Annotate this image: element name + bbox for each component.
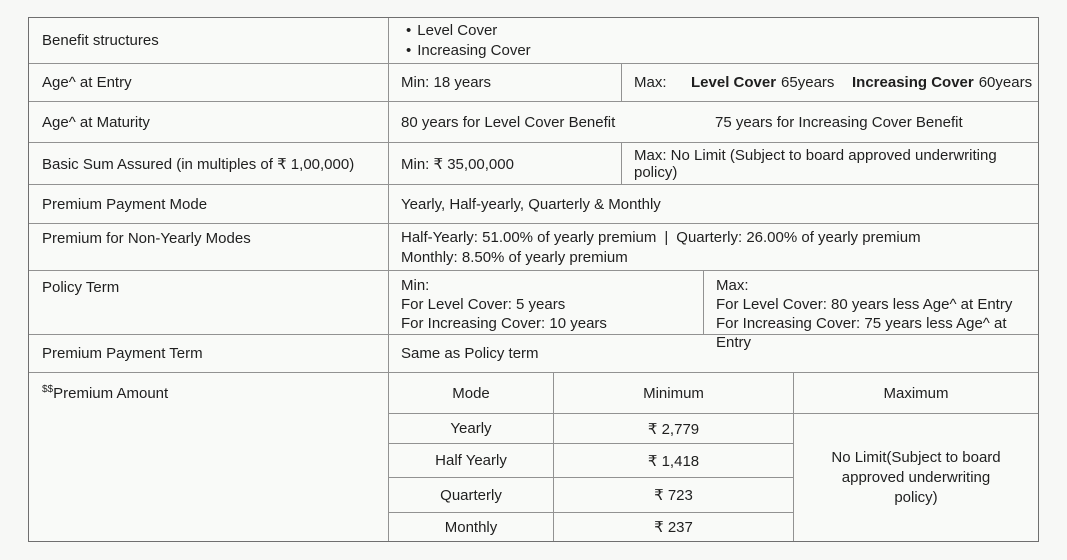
non-yearly-line2	[401, 248, 628, 268]
bullet-icon: •	[406, 42, 412, 59]
policy-term-max-title: Max:	[716, 277, 749, 294]
row-policy-term	[29, 271, 1038, 351]
row-age-entry	[29, 64, 1038, 102]
policy-term-min-increasing: For Increasing Cover: 10 years	[401, 315, 607, 332]
mode-half-yearly: Half Yearly	[389, 444, 554, 477]
row-premium-payment-term	[29, 335, 1038, 373]
benefit-structure-level: Level Cover	[417, 22, 498, 39]
increasing-cover-max-age: 60years	[978, 74, 1033, 91]
header-minimum: Minimum	[554, 373, 794, 413]
table-row-quarterly	[389, 478, 793, 513]
label-age-maturity: Age^ at Maturity	[29, 102, 389, 142]
policy-term-max-level: For Level Cover: 80 years less Age^ at Entry	[716, 296, 1013, 313]
table-row-yearly	[389, 414, 793, 444]
label-basic-sum-assured: Basic Sum Assured (in multiples of ₹ 1,00,000)	[29, 143, 389, 184]
minimum-quarterly: ₹ 723	[654, 487, 693, 504]
label-premium-non-yearly: Premium for Non-Yearly Modes	[29, 224, 389, 270]
policy-term-min-cell	[389, 271, 704, 334]
header-mode: Mode	[389, 373, 554, 413]
row-premium-non-yearly	[29, 224, 1038, 271]
label-policy-term: Policy Term	[29, 271, 389, 334]
monthly-premium: Monthly: 8.50% of yearly premium	[401, 249, 628, 266]
benefit-structures-values	[389, 18, 1038, 63]
half-yearly-premium: Half-Yearly: 51.00% of yearly premium	[401, 229, 657, 246]
age-entry-max-label: Max:	[634, 74, 667, 91]
mode-quarterly: Quarterly	[389, 478, 554, 512]
mode-monthly: Monthly	[389, 513, 554, 541]
benefit-structure-increasing: Increasing Cover	[417, 42, 531, 59]
premium-payment-mode-value: Yearly, Half-yearly, Quarterly & Monthly	[401, 195, 661, 213]
label-premium-payment-mode: Premium Payment Mode	[29, 185, 389, 223]
premium-amount-label-text: $$Premium Amount	[42, 384, 169, 402]
age-maturity-values	[389, 102, 1038, 142]
premium-amount-table	[389, 373, 1038, 541]
label-premium-payment-term: Premium Payment Term	[29, 335, 389, 372]
age-entry-max-cell	[622, 64, 1038, 101]
quarterly-premium: Quarterly: 26.00% of yearly premium	[676, 229, 921, 246]
bullet-item	[401, 41, 531, 61]
row-premium-amount	[29, 373, 1038, 541]
premium-amount-body	[389, 414, 1038, 541]
mode-minimum-columns	[389, 414, 794, 541]
sum-assured-min-cell: Min: ₹ 35,00,000	[389, 143, 622, 184]
age-entry-level-pair	[691, 74, 852, 91]
non-yearly-line1	[401, 228, 921, 248]
mode-yearly: Yearly	[389, 414, 554, 443]
premium-payment-term-value: Same as Policy term	[401, 345, 539, 362]
row-age-maturity	[29, 102, 1038, 143]
pipe-separator: |	[664, 229, 669, 246]
minimum-half-yearly: ₹ 1,418	[647, 452, 700, 470]
label-age-entry: Age^ at Entry	[29, 64, 389, 101]
policy-term-min-level: For Level Cover: 5 years	[401, 296, 566, 313]
increasing-cover-term: Increasing Cover	[852, 74, 974, 91]
table-row-monthly	[389, 513, 793, 541]
row-premium-payment-mode	[29, 185, 1038, 224]
footnote-marker: $$	[42, 384, 54, 395]
bullet-icon: •	[406, 22, 412, 39]
bullet-item	[401, 21, 497, 41]
minimum-monthly: ₹ 237	[654, 519, 693, 536]
level-cover-term: Level Cover	[691, 74, 777, 91]
policy-term-min-title: Min:	[401, 277, 430, 294]
premium-amount-header-row	[389, 373, 1038, 414]
minimum-yearly: ₹ 2,779	[647, 420, 700, 438]
plan-features-table	[28, 17, 1039, 542]
row-benefit-structures	[29, 18, 1038, 64]
premium-non-yearly-values	[389, 224, 1038, 270]
maximum-merged-cell: No Limit(Subject to board approved underwriting policy)	[831, 448, 1001, 506]
table-row-half-yearly	[389, 444, 793, 478]
age-maturity-level: 80 years for Level Cover Benefit	[401, 113, 616, 131]
policy-term-max-cell	[704, 271, 1038, 351]
level-cover-max-age: 65years	[781, 74, 835, 91]
age-entry-min-cell: Min: 18 years	[389, 64, 622, 101]
header-maximum: Maximum	[883, 384, 949, 402]
age-entry-increasing-pair	[852, 74, 1032, 91]
label-premium-amount	[29, 373, 389, 541]
policy-term-max-increasing: For Increasing Cover: 75 years less Age^ at Entry	[716, 315, 1007, 351]
age-maturity-increasing: 75 years for Increasing Cover Benefit	[715, 113, 963, 131]
sum-assured-max-cell: Max: No Limit (Subject to board approved underwriting policy)	[634, 146, 997, 181]
row-basic-sum-assured	[29, 143, 1038, 185]
label-benefit-structures: Benefit structures	[29, 18, 389, 63]
